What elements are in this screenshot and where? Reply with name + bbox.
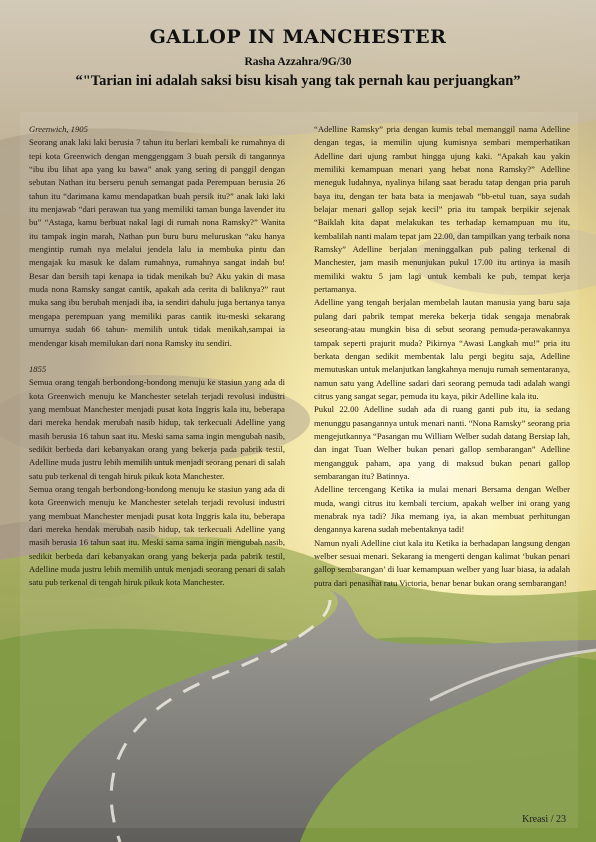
story-quote: “"Tarian ini adalah saksi bisu kisah yang tak pernah kau perjuangkan” <box>75 73 521 89</box>
paragraph: “Adelline Ramsky” pria dengan kumis tebal memanggil nama Adelline dengan tegas, ia memilin ujung kumisnya sembari memperhatikan Adelline dari ujung rambut hingga ujung kaki. “Apakah kau yakin memiliki kemampuan menari yang hebat nona Ramsky?” Adelline meneguk ludahnya, nyalinya hilang saat beradu tatap dengan pria paruh baya itu, dengan ter bata bata ia menjawab “bb-etul tuan, saya sudah belajar menari gallop sejak kecil” pria itu tampak berpikir sejenak “Baiklah kita dapat melakukan tes terhadap kemampuan mu itu, kembalilah nanti malam tepat jam 22.00, dan tampilkan yang terbaik nona Ramsky” Adelline berjalan meninggalkan pub paling terkenal di Manchester, jam masih menunjukan pukul 17.00 itu artinya ia masih memiliki waktu 5 jam lagi untuk kembali ke pub, tempat kerja pertamanya. <box>314 124 570 295</box>
story-title: GALLOP IN MANCHESTER <box>149 26 447 48</box>
page-number: Kreasi / 23 <box>522 814 566 825</box>
author-line: Rasha Azzahra/9G/30 <box>244 56 352 68</box>
section-heading-1855: 1855 <box>29 363 47 374</box>
left-column <box>29 123 285 590</box>
right-column <box>314 123 570 590</box>
section-heading-greenwich: Greenwich, 1905 <box>29 124 88 134</box>
paragraph: Adelline yang tengah berjalan membelah lautan manusia yang baru saja pulang dari pabrik tempat mereka bekerja tidak sengaja menabrak seseorang-atau mungkin bisa di sebut seorang pemuda-perawakannya tampak seperti prajurit muda? Pikirnya “Awasi Langkah mu!” pria itu berkata dengan sedikit membentak lalu pergi begitu saja, Adelline memutuskan untuk melanjutkan langkahnya menuju rumah sementaranya, namun satu yang Adelline sadari dari seorang pemuda tadi adalah wangi citrus yang sangat segar, pemuda itu kaya, pikir Adelline kala itu. <box>314 297 570 401</box>
paragraph: Namun nyali Adelline ciut kala itu Ketika ia berhadapan langsung dengan welber sesuai menari. Sekarang ia mengerti dengan kalimat ‘bukan penari gallop sembarangan’ di luar kemampuan welber yang luar biasa, ia adalah putra dari penasihat ratu Victoria, benar benar bukan orang sembarangan! <box>314 537 570 588</box>
paragraph: Semua orang tengah berbondong-bondong menuju ke stasiun yang ada di kota Greenwich menuju ke Manchester setelah terjadi revolusi industri yang membuat Manchester menjadi pusat kota Inggris kala itu, beberapa dari mereka hendak merubah nasib hidup, tak terkecuali Adelline yang masih berusia 16 tahun saat itu. Meski sama sama ingin mengubah nasib, sedikit berbeda dari kebanyakan orang yang bekerja pada pabrik testil, Adelline muda justru lebih memilih untuk menjadi seorang penari di salah satu pub terkenal di tengah hiruk pikuk kota Manchester. <box>29 483 285 588</box>
paragraph: Semua orang tengah berbondong-bondong menuju ke stasiun yang ada di kota Greenwich menuju ke Manchester setelah terjadi revolusi industri yang membuat Manchester menjadi pusat kota Inggris kala itu, beberapa dari mereka hendak merubah nasib hidup, tak terkecuali Adelline yang masih berusia 16 tahun saat itu. Meski sama sama ingin mengubah nasib, sedikit berbeda dari kebanyakan orang yang bekerja pada pabrik testil, Adelline muda justru lebih memilih untuk menjadi seorang penari di salah satu pub terkenal di tengah hiruk pikuk kota Manchester. <box>29 377 285 481</box>
paragraph: Pukul 22.00 Adelline sudah ada di ruang ganti pub itu, ia sedang menunggu pasangannya untuk menari nanti. “Nona Ramsky” seorang pria mengejutkannya “Pasangan mu William Welber sudah datang Bersiap lah, dan ingat Tuan Welber bukan penari gallop sembarangan” Adelline mengangguk paham, apa yang di maksud bukan penari gallop sembarangan itu? Batinnya. <box>314 404 570 481</box>
paragraph: Seorang anak laki laki berusia 7 tahun itu berlari kembali ke rumahnya di tepi kota Greenwich dengan menggenggam 3 buah persik di tangannya “ibu ibu lihat apa yang ku bawa” anak yang sering di panggil dengan sebutan Nathan itu berseru penuh semangat pada Perempuan berusia 26 tahun itu “darimana kamu mendapatkan buah persik itu?” anak laki laki itu menjawab “dari perawan tua yang memiliki taman bunga lavender itu bu” “Astaga, kamu berbuat nakal lagi di rumah nona Ramsky?” Wanita itu tampak ingin marah, Nathan pun buru buru meluruskan “aku hanya mengintip rumah nya melalui jendela lalu ia membuka pintu dan mengajak ku masuk ke dalam rumahnya, rumahnya sangat indah bu! Besar dan bersih tapi kenapa ia tidak menikah bu? Aku yakin di masa muda nona Ramsky sangat cantik, apakah ada cerita di baliknya?” raut muka sang ibu berubah menjadi iba, ia sendiri dahulu juga bertanya tanya mengapa perempuan yang memiliki paras cantik itu-meski sekarang umurnya sudah 66 tahun- memilih untuk tidak menikah,sampai ia mendengar kisah memilukan dari nona Ramsky itu sendiri. <box>29 137 285 348</box>
paragraph: Adelline tercengang Ketika ia mulai menari Bersama dengan Welber muda, wangi citrus itu kembali tercium, apakah welber ini orang yang menabrak nya tadi? Jika memang iya, ia akan membuat perhitungan dengannya karena sudah mebentaknya tadi! <box>314 484 570 535</box>
